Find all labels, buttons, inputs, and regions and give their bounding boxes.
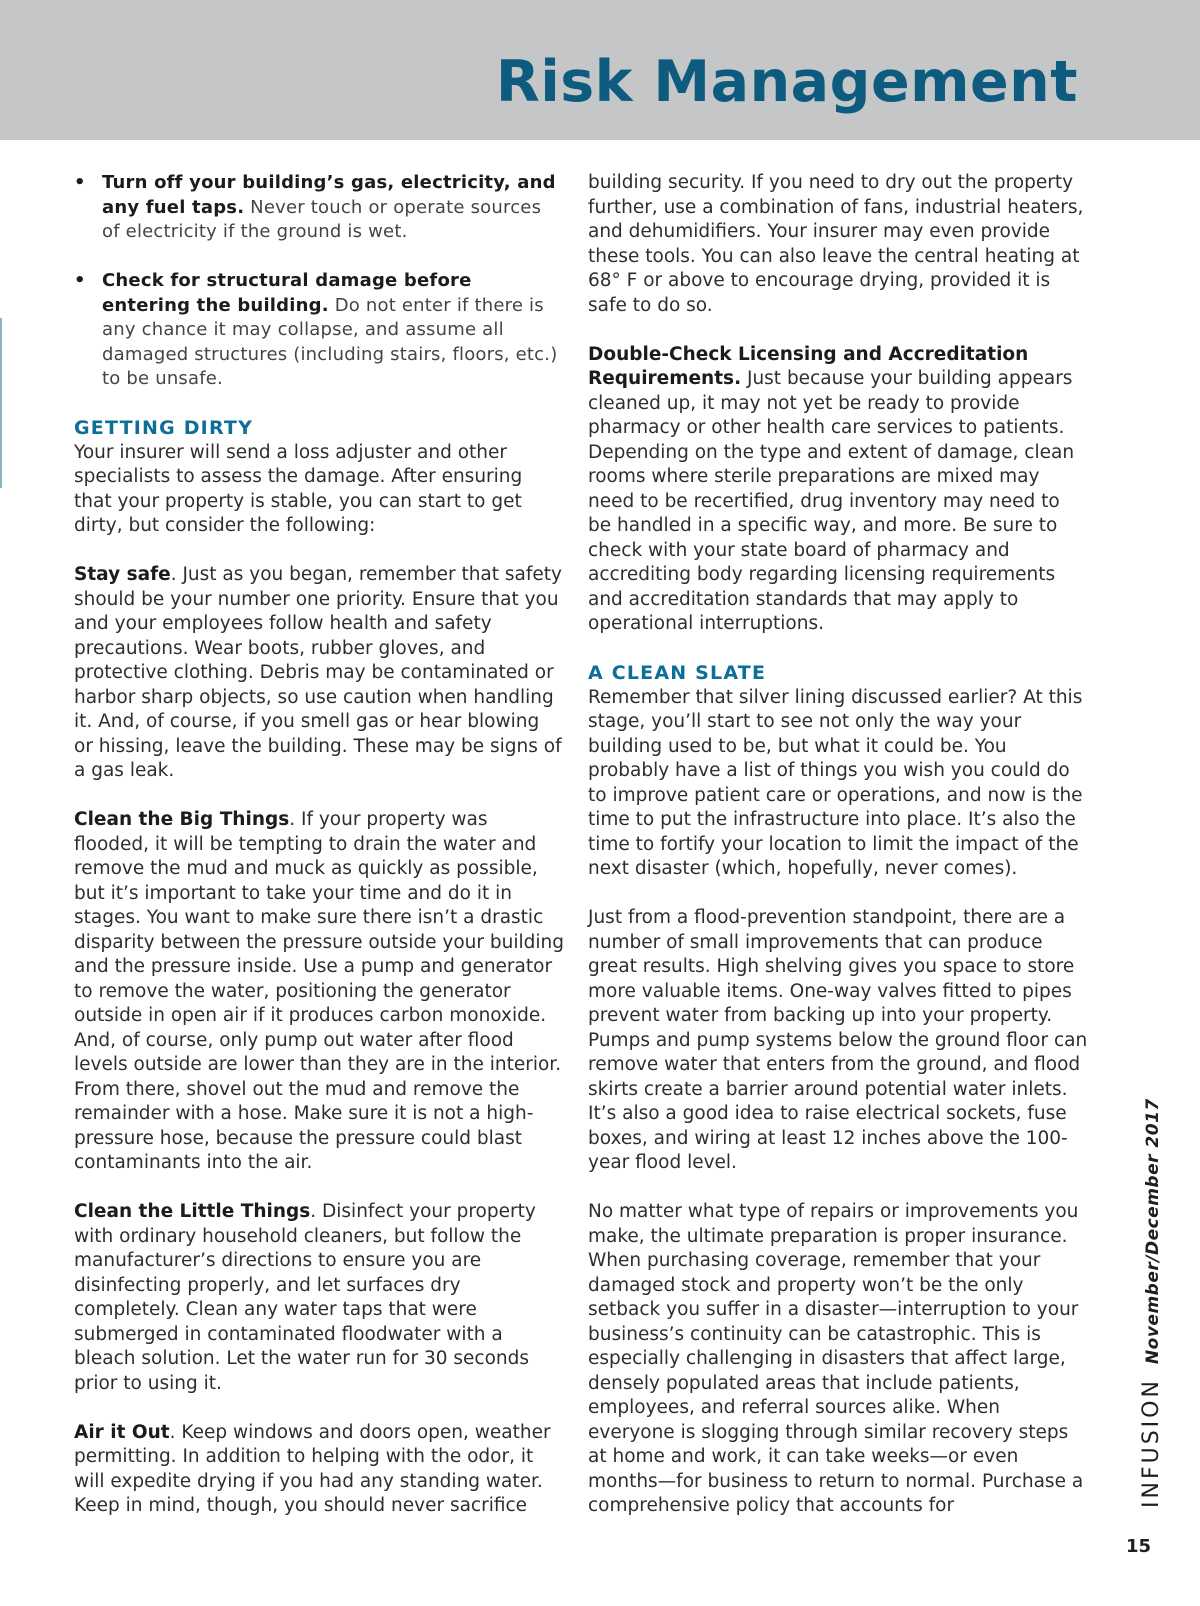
bullet-lead: Turn off your building’s gas, electricity, and any fuel taps. xyxy=(102,172,556,218)
paragraph-flood-prevention: Just from a flood-prevention standpoint, there are a number of small improvements that can produce great results. High shelving gives you space to store more valuable items. One-way valves fitted to pipes prevent water from backing up into your property. Pumps and pump systems below the ground floor can remove water that enters from the ground, and flood skirts create a barrier around potential water inlets. It’s also a good idea to raise electrical sockets, fuse boxes, and wiring at least 12 inches above the 100-year flood level. xyxy=(588,907,1088,1173)
paragraph-clean-big-things xyxy=(74,808,564,1176)
paragraph-text: . Keep windows and doors open, weather permitting. In addition to helping with the odor, it will expedite drying if you had any standing water. Keep in mind, though, you should never sacrifice xyxy=(74,1421,551,1516)
paragraph-silver-lining: Remember that silver lining discussed earlier? At this stage, you’ll start to see not only the way your building used to be, but what it could be. You probably have a list of things you wish you could do to improve patient care or operations, and now is the time to put the infrastructure into place. It’s also the time to fortify your location to limit the impact of the next disaster (which, hopefully, never comes). xyxy=(588,686,1083,879)
paragraph-lead: Double-Check Licensing and Accreditation Requirements. xyxy=(588,343,1029,389)
bullet-dot-icon: • xyxy=(74,172,86,193)
paragraph-continuation: building security. If you need to dry out the property further, use a combination of fans, industrial heaters, and dehumidifiers. Your insurer may even provide these tools. You can also leave the central heating at 68° F or above to encourage drying, provided it is safe to do so. xyxy=(588,172,1084,316)
issue-date: November/December 2017 xyxy=(1143,1098,1163,1365)
paragraph-clean-little-things xyxy=(74,1200,564,1396)
paragraph-text: Just because your building appears cleaned up, it may not yet be ready to provide pharmacy or other health care services to patients. Depending on the type and extent of damage, clean rooms where sterile preparations are mixed may need to be recertified, drug inventory may need to be handled in a specific way, and more. Be sure to check with your state board of pharmacy and accrediting body regarding licensing requirements and accreditation standards that may apply to operational interruptions. xyxy=(588,368,1075,634)
paragraph-lead: Clean the Big Things xyxy=(74,809,290,830)
paragraph-air-it-out xyxy=(74,1421,564,1519)
bullet-dot-icon: • xyxy=(74,270,86,291)
paragraph-lead: Stay safe xyxy=(74,564,171,585)
safety-bullet-list xyxy=(74,171,564,392)
section-heading-clean-slate: A CLEAN SLATE xyxy=(588,662,767,684)
page-number: 15 xyxy=(1126,1536,1152,1557)
publication-name: INFUSION xyxy=(1139,1378,1164,1508)
paragraph-lead: Clean the Little Things xyxy=(74,1201,311,1222)
paragraph-licensing xyxy=(588,343,1088,637)
header-banner xyxy=(0,0,1200,140)
right-column xyxy=(588,171,1088,1543)
paragraph-insurance: No matter what type of repairs or improvements you make, the ultimate preparation is proper insurance. When purchasing coverage, remember that your damaged stock and property won’t be the only setback you suffer in a disaster—interruption to your business’s continuity can be catastrophic. This is especially challenging in disasters that affect large, densely populated areas that include patients, employees, and referral sources alike. When everyone is slogging through similar recovery steps at home and work, it can take weeks—or even months—for business to return to normal. Purchase a comprehensive policy that accounts for xyxy=(588,1201,1084,1516)
bullet-text: Never touch or operate sources of electricity if the ground is wet. xyxy=(102,196,542,242)
page-title: Risk Management xyxy=(495,49,1078,115)
bullet-item-structural xyxy=(74,269,564,392)
left-column xyxy=(74,171,564,1543)
section-heading-getting-dirty: GETTING DIRTY xyxy=(74,417,254,439)
edge-accent-line xyxy=(0,318,2,488)
paragraph-stay-safe xyxy=(74,563,564,784)
paragraph-text: . Just as you began, remember that safety should be your number one priority. Ensure that you and your employees follow health and safety precautions. Wear boots, rubber gloves, and protective clothing. Debris may be contaminated or harbor sharp objects, so use caution when handling it. And, of course, if you smell gas or hear blowing or hissing, leave the building. These may be signs of a gas leak. xyxy=(74,564,562,781)
paragraph-lead: Air it Out xyxy=(74,1421,170,1443)
paragraph-text: . Disinfect your property with ordinary household cleaners, but follow the manufacturer’s directions to ensure you are disinfecting properly, and let surfaces dry completely. Clean any water taps that were submerged in contaminated floodwater with a bleach solution. Let the water run for 30 seconds prior to using it. xyxy=(74,1201,536,1394)
bullet-lead: Check for structural damage before entering the building. xyxy=(102,270,472,316)
publication-footer-vertical xyxy=(1140,1098,1165,1508)
paragraph-text: . If your property was flooded, it will be tempting to drain the water and remove the mud and muck as quickly as possible, but it’s important to take your time and do it in stages. You want to make sure there isn’t a drastic disparity between the pressure outside your building and the pressure inside. Use a pump and generator to remove the water, positioning the generator outside in open air if it produces carbon monoxide. And, of course, only pump out water after flood levels outside are lower than they are in the interior. From there, shovel out the mud and remove the remainder with a hose. Make sure it is not a high-pressure hose, because the pressure could blast contaminants into the air. xyxy=(74,809,564,1173)
bullet-item-utilities xyxy=(74,171,564,245)
getting-dirty-intro: Your insurer will send a loss adjuster and other specialists to assess the damage. After ensuring that your property is stable, you can start to get dirty, but consider the following: xyxy=(74,441,523,536)
bullet-text: Do not enter if there is any chance it may collapse, and assume all damaged structures (including stairs, floors, etc.) to be unsafe. xyxy=(102,294,558,389)
